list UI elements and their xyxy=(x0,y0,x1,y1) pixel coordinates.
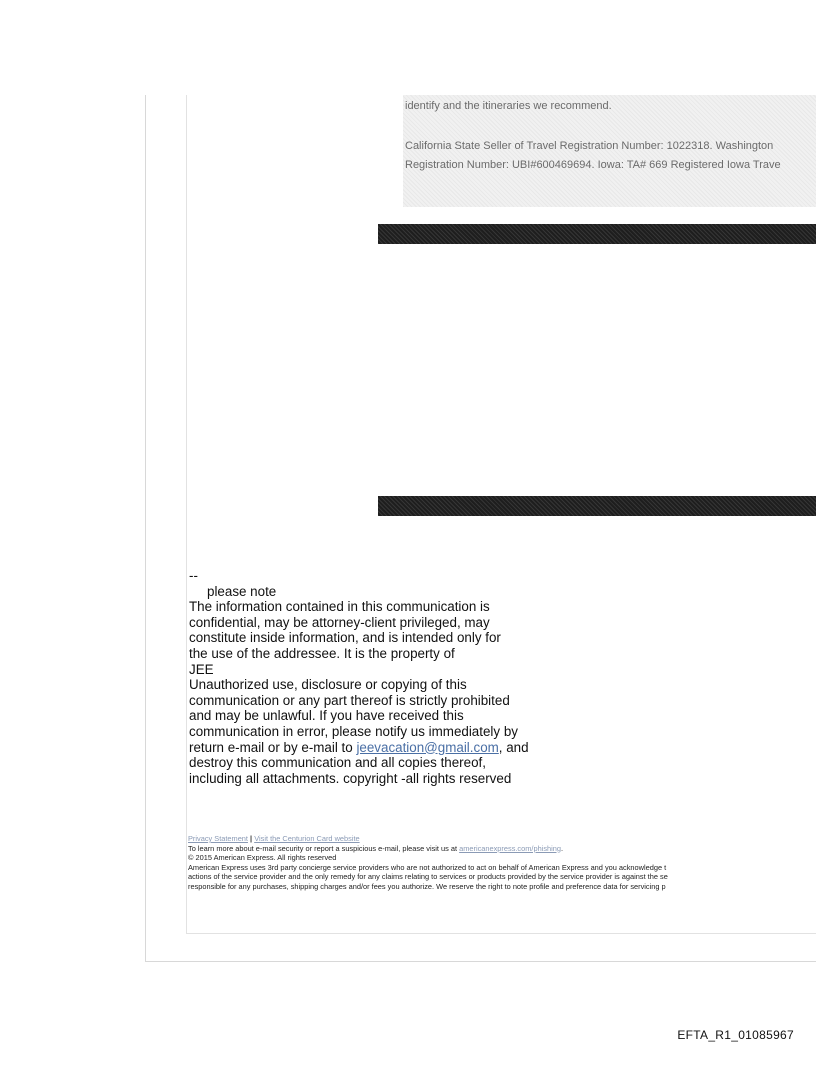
copyright-notice: © 2015 American Express. All rights reserved xyxy=(188,853,337,863)
return-email-prefix: return e-mail or by e-mail to xyxy=(189,739,357,755)
notice-line: including all attachments. copyright -all rights reserved xyxy=(189,770,512,786)
confidentiality-notice xyxy=(189,568,569,786)
notice-line: the use of the addressee. It is the property of xyxy=(189,645,455,661)
notice-line: confidential, may be attorney-client privileged, may xyxy=(189,614,490,630)
centurion-card-link[interactable]: Visit the Centurion Card website xyxy=(254,834,360,843)
legal-text-line: responsible for any purchases, shipping charges and/or fees you authorize. We reserve the right to note profile and preference data for servicing p xyxy=(188,881,666,891)
security-suffix: . xyxy=(560,843,564,853)
legal-text-line: American Express uses 3rd party concierge service providers who are not authorized to act on behalf of American Express and you acknowledge t xyxy=(188,862,667,872)
notice-line-with-email xyxy=(189,740,569,756)
notice-line: Unauthorized use, disclosure or copying of this xyxy=(189,677,467,693)
notice-line: The information contained in this communication is xyxy=(189,599,490,615)
notice-line: constitute inside information, and is intended only for xyxy=(189,630,501,646)
link-separator: | xyxy=(250,834,253,843)
return-email-suffix: , and xyxy=(498,739,529,755)
privacy-statement-link[interactable]: Privacy Statement xyxy=(188,834,248,843)
registration-line-2: Registration Number: UBI#600469694. Iowa: TA# 669 Registered Iowa Trave xyxy=(405,159,781,171)
please-note-heading: please note xyxy=(207,583,277,599)
signature-dashes: -- xyxy=(189,568,198,583)
notice-line: and may be unlawful. If you have received this xyxy=(189,708,464,724)
redaction-bar-bottom xyxy=(378,496,816,516)
itinerary-info-panel xyxy=(403,95,816,207)
notice-line: JEE xyxy=(189,661,214,677)
registration-text xyxy=(404,137,781,175)
legal-text-line: actions of the service provider and the only remedy for any claims relating to services or products provided by the service provider is against the se xyxy=(188,872,668,882)
footer-links xyxy=(188,834,816,844)
security-prefix: To learn more about e-mail security or report a suspicious e-mail, please visit us at xyxy=(188,843,460,853)
registration-line-1: California State Seller of Travel Registration Number: 1022318. Washington xyxy=(405,140,774,152)
bates-number: EFTA_R1_01085967 xyxy=(677,1028,794,1042)
notice-line: communication in error, please notify us immediately by xyxy=(189,723,518,739)
security-notice xyxy=(188,844,816,854)
redaction-bar-top xyxy=(378,224,816,244)
itinerary-text: identify and the itineraries we recommend. xyxy=(405,100,612,112)
email-link[interactable]: jeevacation@gmail.com xyxy=(356,739,499,755)
notice-line: destroy this communication and all copies thereof, xyxy=(189,755,486,771)
notice-line: communication or any part thereof is strictly prohibited xyxy=(189,692,510,708)
amex-footer xyxy=(188,834,816,892)
phishing-link[interactable]: americanexpress.com/phishing xyxy=(459,843,561,853)
